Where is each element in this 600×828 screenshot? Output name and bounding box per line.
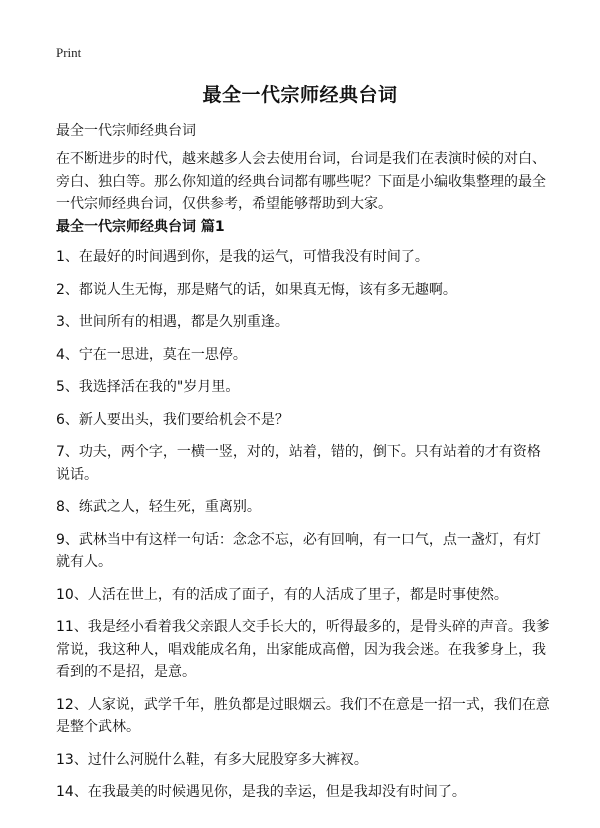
quote-item: 2、都说人生无悔，那是赌气的话，如果真无悔，该有多无趣啊。 <box>56 281 457 298</box>
quote-item: 9、武林当中有这样一句话：念念不忘，必有回响，有一口气，点一盏灯，有灯就有人。 <box>56 531 541 570</box>
quote-item: 10、人活在世上，有的活成了面子，有的人活成了里子，都是时事使然。 <box>56 586 508 603</box>
quote-item: 4、宁在一思进，莫在一思停。 <box>56 346 247 363</box>
quote-item: 12、人家说，武学千年，胜负都是过眼烟云。我们不在意是一招一式，我们在意是整个武林。 <box>56 696 550 735</box>
quote-item: 13、过什么河脱什么鞋，有多大屁股穿多大裤衩。 <box>56 751 368 768</box>
quote-item: 11、我是经小看着我父亲跟人交手长大的，听得最多的，是骨头碎的声音。我爹常说，我这种人，唱戏能成名角，出家能成高僧，因为我会迷。在我爹身上，我看到的不是招，是意。 <box>56 619 550 680</box>
print-label: Print <box>56 45 82 60</box>
document-subtitle: 最全一代宗师经典台词 <box>56 123 196 139</box>
quote-item: 8、练武之人，轻生死，重离别。 <box>56 499 261 515</box>
quote-item: 1、在最好的时间遇到你，是我的运气，可惜我没有时间了。 <box>56 249 429 265</box>
section-heading: 最全一代宗师经典台词 篇1 <box>56 219 225 235</box>
quote-item: 7、功夫，两个字，一横一竖，对的，站着，错的，倒下。只有站着的才有资格说话。 <box>56 444 541 483</box>
quote-item: 3、世间所有的相遇，都是久别重逢。 <box>56 314 289 330</box>
quote-item: 6、新人要出头，我们要给机会不是？ <box>56 411 289 428</box>
document-title: 最全一代宗师经典台词 <box>202 84 398 106</box>
quote-list <box>56 246 550 814</box>
quote-item: 14、在我最美的时候遇见你，是我的幸运，但是我却没有时间了。 <box>56 784 466 800</box>
intro-paragraph: 在不断进步的时代，越来越多人会去使用台词，台词是我们在表演时候的对白、旁白、独白等。那么你知道的经典台词都有哪些呢？下面是小编收集整理的最全一代宗师经典台词，仅供参考，希望能够帮助到大家。 <box>56 151 546 212</box>
quote-item: 5、我选择活在我的"岁月里。 <box>56 379 240 395</box>
